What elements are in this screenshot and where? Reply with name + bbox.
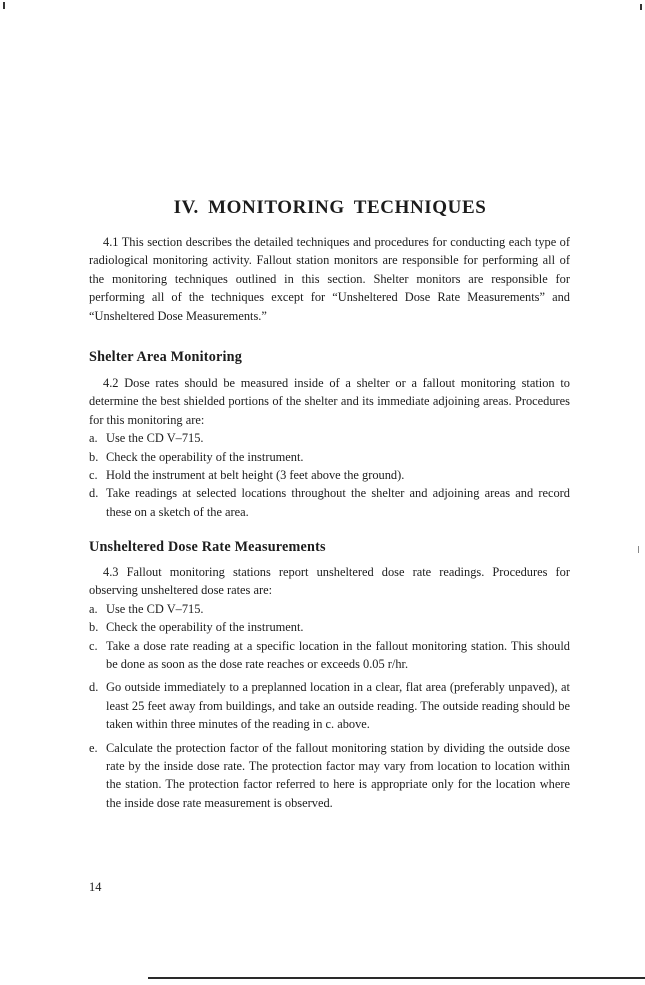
list-item-text: Check the operability of the instrument.	[106, 620, 304, 635]
shelter-monitoring-section	[89, 374, 570, 521]
list-item-text: Use the CD V–715.	[106, 431, 204, 446]
list-item	[89, 484, 570, 521]
intro-paragraph: 4.1 This section describes the detailed techniques and procedures for conducting each type of radiological monitoring activity. Fallout station monitors are responsible for performing all of the monitoring techniques outlined in this section. Shelter monitors are responsible for performing all of the techniques except for “Unsheltered Dose Rate Measurements” and “Unsheltered Dose Measurements.”	[89, 235, 570, 323]
list-item	[89, 678, 570, 733]
scan-artifact-mark	[640, 4, 642, 10]
list-item-marker: c.	[89, 468, 98, 483]
section-heading-shelter-area-monitoring: Shelter Area Monitoring	[89, 349, 243, 365]
scan-artifact-mark	[638, 546, 639, 553]
list-item-text: Take readings at selected locations throughout the shelter and adjoining areas and record these on a sketch of the area.	[106, 486, 570, 519]
page-number: 14	[89, 880, 102, 894]
list-item-marker: a.	[89, 431, 98, 446]
unsheltered-procedure-list	[89, 600, 570, 812]
list-item-marker: d.	[89, 680, 99, 695]
shelter-procedure-list	[89, 429, 570, 521]
shelter-paragraph: 4.2 Dose rates should be measured inside of a shelter or a fallout monitoring station to determine the best shielded portions of the shelter and its immediate adjoining areas. Procedures for this monitoring are:	[89, 376, 570, 427]
list-item	[89, 637, 570, 674]
scan-edge-line	[148, 977, 645, 979]
list-item	[89, 600, 570, 618]
list-item-text: Use the CD V–715.	[106, 601, 204, 616]
unsheltered-section	[89, 563, 570, 812]
list-item	[89, 448, 570, 466]
list-item-marker: c.	[89, 638, 98, 653]
list-item-marker: e.	[89, 740, 98, 755]
unsheltered-paragraph: 4.3 Fallout monitoring stations report unsheltered dose rate readings. Procedures for observing unsheltered dose rates are:	[89, 565, 570, 598]
intro-section	[89, 233, 570, 325]
list-item-text: Go outside immediately to a preplanned location in a clear, flat area (preferably unpaved), at least 25 feet away from buildings, and take an outside reading. The outside reading should be taken within three minutes of the reading in c. above.	[106, 680, 570, 732]
list-item-marker: d.	[89, 486, 99, 501]
list-item-text: Calculate the protection factor of the fallout monitoring station by dividing the outside dose rate by the inside dose rate. The protection factor may vary from location to location within the station. The protection factor referred to here is appropriate only for the location where the inside dose rate measurement is observed.	[106, 740, 570, 810]
page-title: IV. MONITORING TECHNIQUES	[173, 197, 487, 218]
list-item-marker: b.	[89, 620, 99, 635]
scan-artifact-mark	[3, 2, 5, 9]
list-item	[89, 739, 570, 813]
list-item	[89, 429, 570, 447]
list-item-text: Hold the instrument at belt height (3 feet above the ground).	[106, 468, 405, 483]
list-item	[89, 618, 570, 636]
list-item-marker: a.	[89, 601, 98, 616]
list-item-text: Check the operability of the instrument.	[106, 449, 304, 464]
section-heading-unsheltered-dose-rate: Unsheltered Dose Rate Measurements	[89, 539, 326, 555]
list-item-marker: b.	[89, 449, 99, 464]
list-item-text: Take a dose rate reading at a specific location in the fallout monitoring station. This should be done as soon as the dose rate reaches or exceeds 0.05 r/hr.	[106, 638, 570, 672]
list-item	[89, 466, 570, 484]
